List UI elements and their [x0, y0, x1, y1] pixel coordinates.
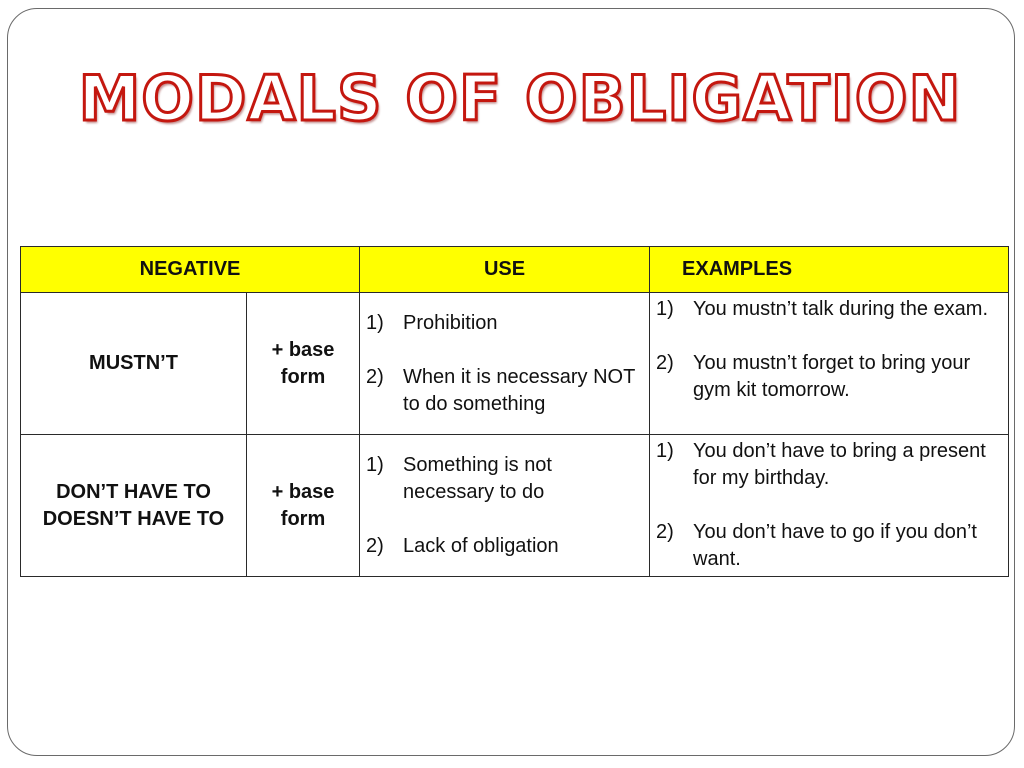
- header-examples: EXAMPLES: [650, 247, 1009, 293]
- use-item: [360, 533, 643, 560]
- form-cell: [247, 293, 360, 435]
- example-item-text: You don’t have to go if you don’t want.: [693, 521, 977, 570]
- modal-label: DON’T HAVE TO: [56, 480, 211, 503]
- table-row-mustnt: [21, 293, 1009, 435]
- use-item-number: 1): [366, 453, 384, 476]
- use-cell: [360, 293, 650, 435]
- example-item: [650, 296, 1002, 323]
- grammar-table: [20, 246, 1009, 577]
- example-item-number: 2): [656, 352, 674, 374]
- use-item-number: 2): [366, 365, 384, 388]
- form-cell: [247, 435, 360, 577]
- use-cell: [360, 435, 650, 577]
- example-item: [650, 350, 1002, 404]
- slide-title: MODALS OF OBLIGATION: [78, 62, 962, 135]
- example-item: [650, 438, 1002, 492]
- use-item: [360, 364, 643, 418]
- form-label-line: form: [280, 507, 326, 530]
- example-item-text: You mustn’t talk during the exam.: [693, 298, 988, 320]
- use-item: [360, 452, 643, 506]
- example-item: [650, 519, 1002, 573]
- header-negative: NEGATIVE: [21, 247, 360, 293]
- example-item-text: You don’t have to bring a present for my birthday.: [693, 440, 986, 489]
- use-item-text: When it is necessary NOT to do something: [403, 365, 635, 415]
- examples-list: [650, 438, 1008, 573]
- modal-cell: [21, 435, 247, 577]
- use-item-number: 2): [366, 534, 384, 557]
- use-item-text: Lack of obligation: [403, 534, 559, 557]
- use-list: [360, 452, 649, 560]
- table-row-dont-have-to: [21, 435, 1009, 577]
- example-item-number: 1): [656, 298, 674, 320]
- use-list: [360, 310, 649, 418]
- use-item: [360, 310, 643, 337]
- examples-list: [650, 296, 1008, 404]
- form-label-line: form: [280, 365, 326, 388]
- example-item-text: You mustn’t forget to bring your gym kit tomorrow.: [693, 352, 971, 401]
- use-item-text: Prohibition: [403, 311, 498, 334]
- header-use: USE: [360, 247, 650, 293]
- example-item-number: 2): [656, 521, 674, 543]
- examples-cell: [650, 293, 1009, 435]
- form-label-line: + base: [271, 480, 335, 503]
- use-item-number: 1): [366, 311, 384, 334]
- modal-label: DOESN’T HAVE TO: [42, 507, 225, 530]
- modal-cell: [21, 293, 247, 435]
- table-header-row: [21, 247, 1009, 293]
- form-label-line: + base: [271, 338, 335, 361]
- modal-label: MUSTN’T: [89, 352, 178, 374]
- example-item-number: 1): [656, 440, 674, 462]
- examples-cell: [650, 435, 1009, 577]
- use-item-text: Something is not necessary to do: [403, 453, 552, 503]
